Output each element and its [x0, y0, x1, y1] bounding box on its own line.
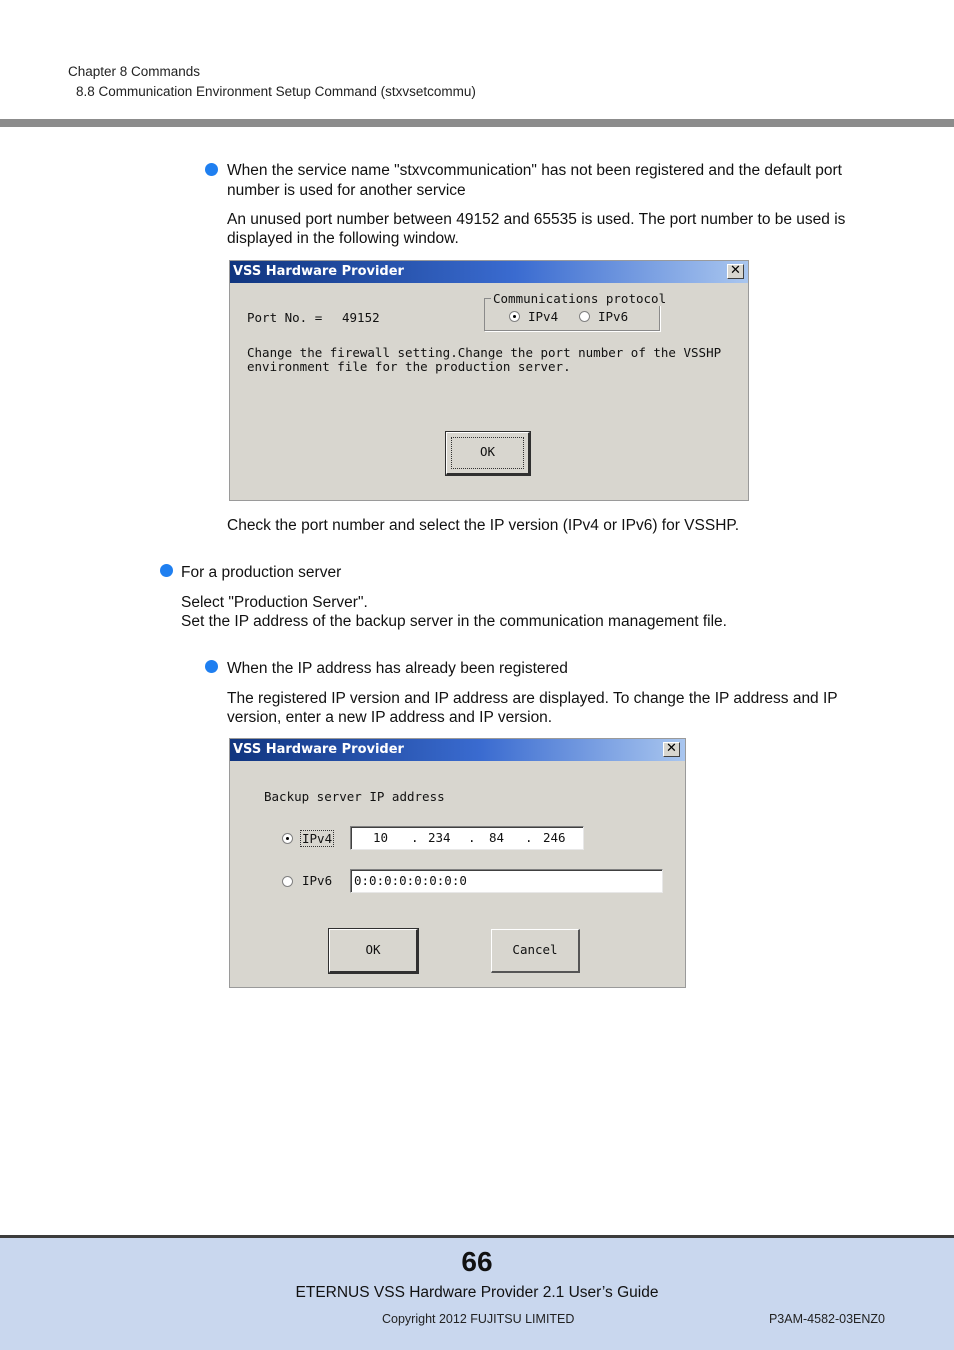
item2-desc-line1: Select "Production Server". [181, 594, 368, 611]
dialog-title: VSS Hardware Provider [233, 742, 404, 757]
page-footer [0, 1235, 954, 1350]
ipv4-octet-1: 10 [373, 830, 389, 845]
item1-title-line1: When the service name "stxvcommunication" has not been registered and the default port [227, 162, 842, 179]
ok-button-label: OK [365, 942, 381, 957]
item1-desc-line1: An unused port number between 49152 and 65535 is used. The port number to be used is [227, 211, 846, 228]
message-line1: Change the firewall setting.Change the port number of the VSSHP [247, 345, 722, 360]
document-id: P3AM-4582-03ENZ0 [768, 1312, 885, 1326]
item2-desc-line2: Set the IP address of the backup server in the communication management file. [181, 613, 727, 630]
ipv4-octet-2: 234 [428, 830, 451, 845]
item1-title-line2: number is used for another service [227, 182, 466, 199]
backup-ip-heading: Backup server IP address [264, 789, 445, 804]
close-icon[interactable]: ✕ [663, 742, 680, 757]
item3-desc-line2: version, enter a new IP address and IP version. [227, 709, 553, 726]
radio-ipv4-label: IPv4 [528, 309, 559, 324]
port-label: Port No. = [247, 310, 323, 325]
ipv4-dot: . [411, 830, 419, 845]
radio-ipv6[interactable] [282, 876, 293, 887]
ipv4-address-input[interactable] [350, 826, 584, 850]
message-line2: environment file for the production server. [247, 359, 571, 374]
radio-ipv6-label: IPv6 [302, 873, 333, 888]
radio-ipv4[interactable] [509, 311, 520, 322]
dialog-title-bar [230, 261, 748, 283]
bullet-icon [205, 660, 218, 673]
ok-button-label: OK [479, 444, 496, 459]
ipv6-address-input[interactable] [350, 869, 663, 893]
section-header: 8.8 Communication Environment Setup Command (stxvsetcommu) [76, 84, 476, 99]
item1-desc-line2: displayed in the following window. [227, 230, 459, 247]
radio-ipv4-label: IPv4 [302, 831, 333, 846]
ipv6-value: 0:0:0:0:0:0:0:0 [354, 873, 467, 888]
focus-rect [451, 437, 524, 469]
ipv4-dot: . [525, 830, 533, 845]
copyright: Copyright 2012 FUJITSU LIMITED [382, 1312, 575, 1326]
ipv4-octet-4: 246 [543, 830, 566, 845]
ok-button[interactable] [329, 929, 418, 973]
header-rule [0, 119, 954, 127]
dialog-title: VSS Hardware Provider [233, 264, 404, 279]
radio-ipv6-label: IPv6 [598, 309, 629, 324]
radio-ipv6[interactable] [579, 311, 590, 322]
ok-button[interactable] [446, 432, 530, 475]
page-number: 66 [461, 1246, 493, 1277]
dialog-title-bar [230, 739, 685, 761]
radio-ipv4[interactable] [282, 833, 293, 844]
close-icon[interactable]: ✕ [727, 264, 744, 279]
cancel-button-label: Cancel [512, 942, 558, 957]
dialog-port-number [229, 260, 749, 501]
bullet-icon [205, 163, 218, 176]
chapter-header: Chapter 8 Commands [68, 64, 201, 79]
guide-title: ETERNUS VSS Hardware Provider 2.1 User’s Guide [295, 1284, 659, 1301]
dialog-backup-ip [229, 738, 686, 988]
item3-desc-line1: The registered IP version and IP address are displayed. To change the IP address and IP [227, 690, 838, 707]
ipv4-dot: . [468, 830, 476, 845]
ipv4-octet-3: 84 [489, 830, 505, 845]
item2-title: For a production server [181, 564, 342, 581]
port-value: 49152 [342, 310, 380, 325]
item1-after: Check the port number and select the IP version (IPv4 or IPv6) for VSSHP. [227, 517, 740, 534]
protocol-group-label: Communications protocol [493, 291, 667, 306]
item3-title: When the IP address has already been registered [227, 660, 568, 677]
bullet-icon [160, 564, 173, 577]
cancel-button[interactable] [491, 929, 580, 973]
